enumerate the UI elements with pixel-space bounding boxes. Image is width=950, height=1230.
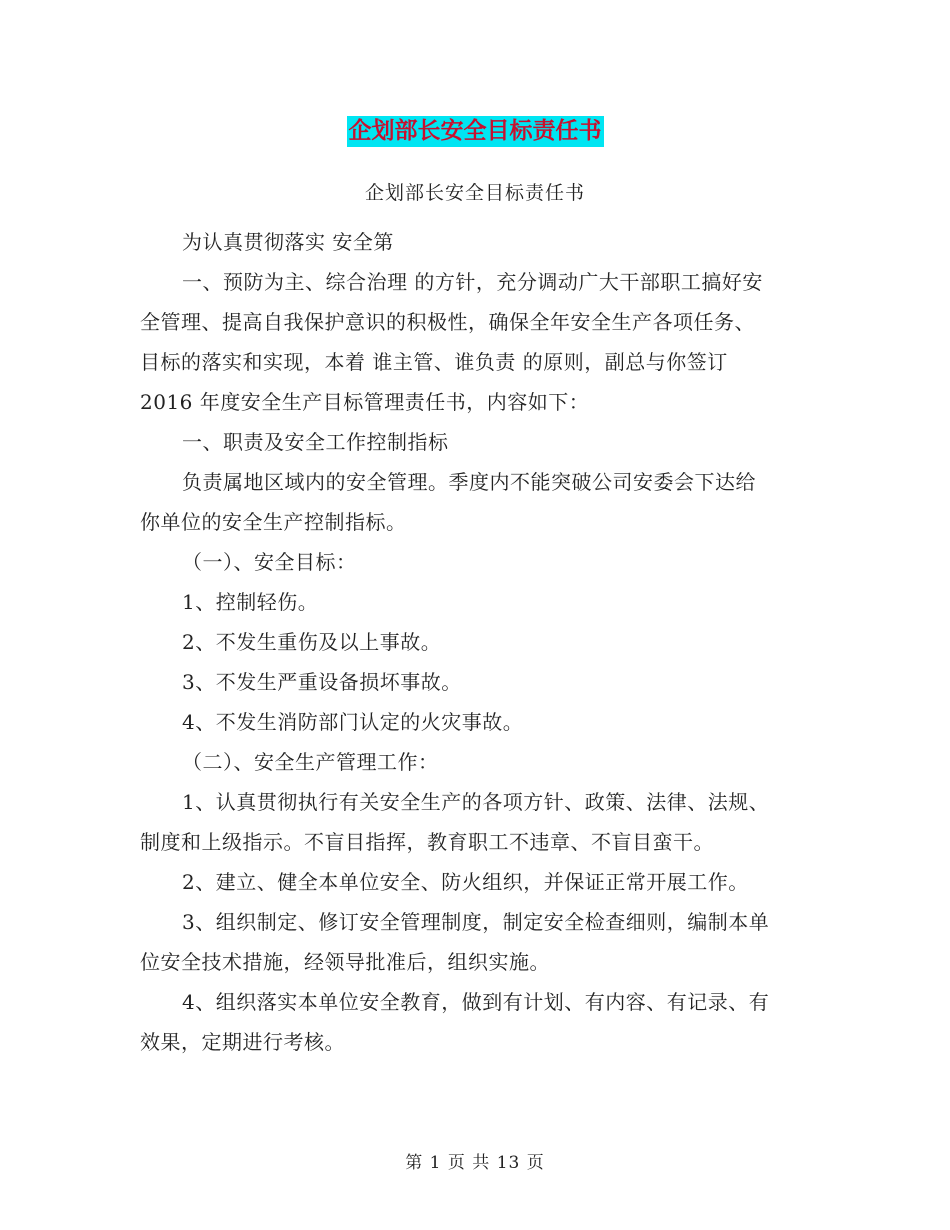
list-item: 2、建立、健全本单位安全、防火组织，并保证正常开展工作。 (182, 870, 749, 894)
list-item: 1、控制轻伤。 (182, 590, 319, 614)
body-line: 全管理、提高自我保护意识的积极性，确保全年安全生产各项任务、 (140, 310, 755, 334)
title-container (0, 116, 950, 147)
body-line: 目标的落实和实现，本着 谁主管、谁负责 的原则，副总与你签订 (140, 350, 728, 374)
subsection-heading: （一）、安全目标： (182, 550, 357, 574)
list-item-continuation: 位安全技术措施，经领导批准后，组织实施。 (140, 950, 550, 974)
section-heading: 一、职责及安全工作控制指标 (182, 430, 449, 454)
list-item-continuation: 制度和上级指示。不盲目指挥，教育职工不违章、不盲目蛮干。 (140, 830, 714, 854)
document-body (140, 222, 812, 1062)
page-number: 第 1 页 共 13 页 (405, 1153, 545, 1173)
body-line: 你单位的安全生产控制指标。 (140, 510, 407, 534)
body-line: 一、预防为主、综合治理 的方针，充分调动广大干部职工搞好安 (182, 270, 763, 294)
subsection-heading: （二）、安全生产管理工作： (182, 750, 439, 774)
list-item: 1、认真贯彻执行有关安全生产的各项方针、政策、法律、法规、 (182, 790, 770, 814)
document-subtitle: 企划部长安全目标责任书 (364, 182, 585, 204)
list-item: 4、不发生消防部门认定的火灾事故。 (182, 710, 524, 734)
list-item: 3、不发生严重设备损坏事故。 (182, 670, 462, 694)
body-line: 2016 年度安全生产目标管理责任书，内容如下： (140, 390, 590, 414)
list-item: 3、组织制定、修订安全管理制度，制定安全检查细则，编制本单 (182, 910, 770, 934)
list-item-continuation: 效果，定期进行考核。 (140, 1030, 345, 1054)
body-line: 为认真贯彻落实 安全第 (182, 230, 394, 254)
document-title: 企划部长安全目标责任书 (347, 116, 604, 147)
list-item: 2、不发生重伤及以上事故。 (182, 630, 442, 654)
list-item: 4、组织落实本单位安全教育，做到有计划、有内容、有记录、有 (182, 990, 770, 1014)
body-line: 负责属地区域内的安全管理。季度内不能突破公司安委会下达给 (182, 470, 756, 494)
